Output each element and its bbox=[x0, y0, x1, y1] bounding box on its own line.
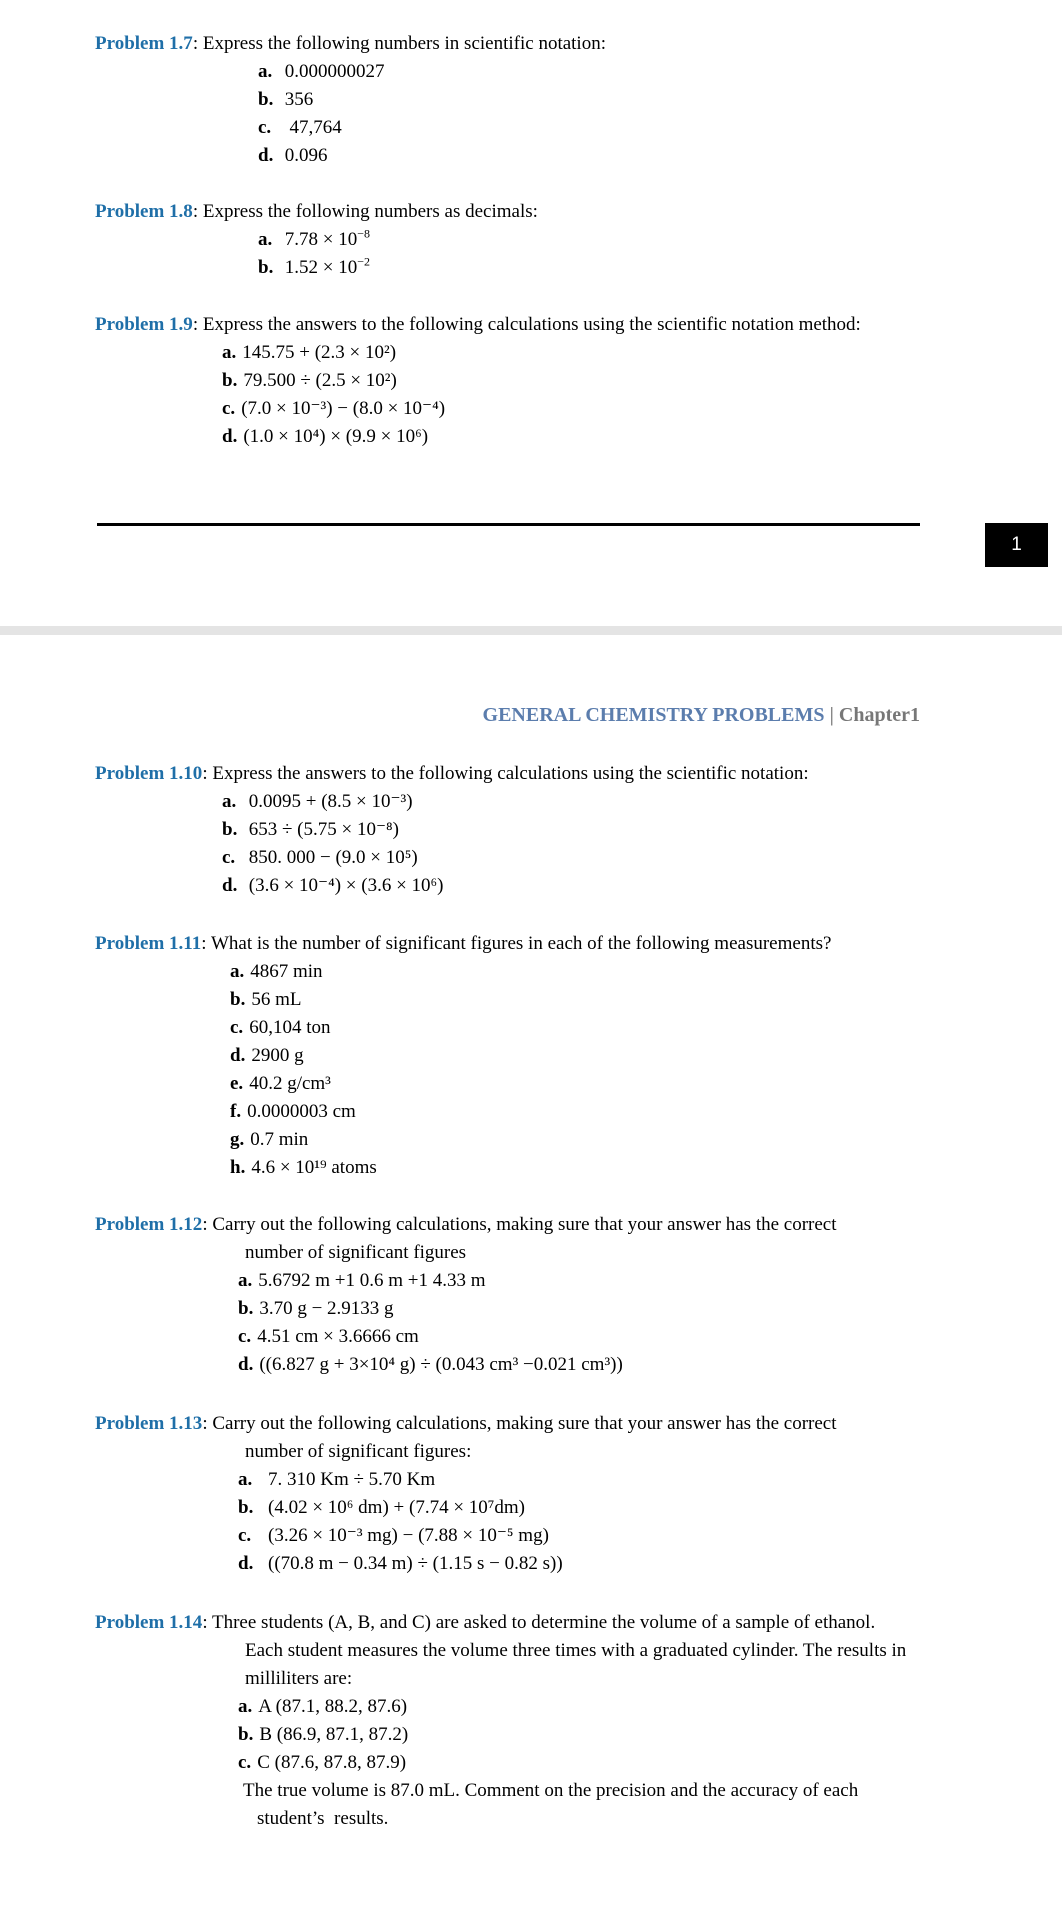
problem-text: : Express the answers to the following calculations using the scientific notation: bbox=[202, 763, 809, 784]
problem-text: : Express the following numbers in scientific notation: bbox=[192, 33, 606, 54]
problem-items bbox=[95, 958, 985, 1182]
list-item: d. ((70.8 m − 0.34 m) ÷ (1.15 s − 0.82 s)) bbox=[238, 1553, 563, 1574]
problem-1-11 bbox=[95, 930, 985, 1182]
list-item: c. (3.26 × 10⁻³ mg) − (7.88 × 10⁻⁵ mg) bbox=[238, 1525, 549, 1546]
list-item: b. 79.500 ÷ (2.5 × 10²) bbox=[222, 370, 397, 391]
problem-items bbox=[95, 1693, 985, 1777]
problem-number: Problem 1.9 bbox=[95, 314, 193, 335]
problem-closing: student’s results. bbox=[257, 1808, 389, 1829]
list-item: b. 3.70 g − 2.9133 g bbox=[238, 1298, 394, 1319]
problem-number: Problem 1.11 bbox=[95, 933, 202, 954]
problem-statement bbox=[95, 1609, 985, 1637]
problem-text: : Carry out the following calculations, making sure that your answer has the correct bbox=[202, 1413, 837, 1434]
problem-1-8 bbox=[95, 198, 985, 282]
problem-statement bbox=[95, 1211, 985, 1239]
list-item: a. 5.6792 m +1 0.6 m +1 4.33 m bbox=[238, 1270, 486, 1291]
list-item: a. A (87.1, 88.2, 87.6) bbox=[238, 1696, 408, 1717]
problem-items bbox=[95, 1267, 985, 1379]
list-item: b. 356 bbox=[258, 89, 314, 110]
list-item: d. 2900 g bbox=[230, 1045, 304, 1066]
list-item: h. 4.6 × 10¹⁹ atoms bbox=[230, 1157, 377, 1178]
problem-text: : Three students (A, B, and C) are asked to determine the volume of a sample of ethanol. bbox=[202, 1612, 876, 1633]
problem-1-14 bbox=[95, 1609, 985, 1833]
page-2 bbox=[0, 635, 1062, 1911]
list-item: d. ((6.827 g + 3×10⁴ g) ÷ (0.043 cm³ −0.021 cm³)) bbox=[238, 1354, 623, 1375]
problem-number: Problem 1.8 bbox=[95, 201, 193, 222]
list-item: d. (1.0 × 10⁴) × (9.9 × 10⁶) bbox=[222, 426, 429, 447]
problem-text-continued: number of significant figures bbox=[245, 1242, 467, 1263]
list-item: b. $1.52 \times 10^{-2}$ bbox=[258, 254, 370, 278]
problem-number: Problem 1.7 bbox=[95, 33, 193, 54]
problem-1-9 bbox=[95, 311, 985, 451]
problem-1-13 bbox=[95, 1410, 985, 1578]
problem-number: Problem 1.14 bbox=[95, 1612, 203, 1633]
problem-statement bbox=[95, 760, 985, 788]
problem-statement bbox=[95, 930, 985, 958]
problem-items bbox=[95, 58, 985, 170]
list-item: b. (4.02 × 10⁶ dm) + (7.74 × 10⁷dm) bbox=[238, 1497, 526, 1518]
list-item: c. (7.0 × 10⁻³) − (8.0 × 10⁻⁴) bbox=[222, 398, 446, 419]
list-item: b. 653 ÷ (5.75 × 10⁻⁸) bbox=[222, 819, 399, 840]
list-item: e. 40.2 g/cm³ bbox=[230, 1073, 331, 1094]
problem-1-7 bbox=[95, 30, 985, 170]
problem-statement bbox=[95, 30, 985, 58]
problem-text-continued: Each student measures the volume three times with a graduated cylinder. The results in bbox=[245, 1640, 907, 1661]
page-separator bbox=[0, 626, 1062, 635]
problem-text: : Carry out the following calculations, making sure that your answer has the correct bbox=[202, 1214, 837, 1235]
footer-rule bbox=[97, 523, 920, 526]
header-chapter: Chapter1 bbox=[838, 704, 920, 726]
problem-number: Problem 1.13 bbox=[95, 1413, 203, 1434]
list-item: c. 47,764 bbox=[258, 117, 342, 138]
list-item: c. 60,104 ton bbox=[230, 1017, 331, 1038]
problem-text: : Express the answers to the following calculations using the scientific notation method: bbox=[192, 314, 861, 335]
problem-number: Problem 1.12 bbox=[95, 1214, 203, 1235]
list-item: d. (3.6 × 10⁻⁴) × (3.6 × 10⁶) bbox=[222, 875, 444, 896]
list-item: c. 4.51 cm × 3.6666 cm bbox=[238, 1326, 419, 1347]
list-item: c. C (87.6, 87.8, 87.9) bbox=[238, 1752, 407, 1773]
list-item: c. 850. 000 − (9.0 × 10⁵) bbox=[222, 847, 418, 868]
list-item: f. 0.0000003 cm bbox=[230, 1101, 356, 1122]
problem-number: Problem 1.10 bbox=[95, 763, 203, 784]
running-header bbox=[483, 701, 920, 729]
problem-closing: The true volume is 87.0 mL. Comment on the precision and the accuracy of each bbox=[243, 1780, 859, 1801]
problem-text-continued: milliliters are: bbox=[245, 1668, 353, 1689]
problem-1-12 bbox=[95, 1211, 985, 1379]
problem-1-10 bbox=[95, 760, 985, 900]
list-item: g. 0.7 min bbox=[230, 1129, 309, 1150]
header-title: GENERAL CHEMISTRY PROBLEMS bbox=[482, 704, 825, 726]
list-item: a. 0.0095 + (8.5 × 10⁻³) bbox=[222, 791, 413, 812]
problem-items bbox=[95, 788, 985, 900]
list-item: a. 0.000000027 bbox=[258, 61, 385, 82]
header-separator: | bbox=[824, 704, 839, 726]
problem-text: : Express the following numbers as decimals: bbox=[192, 201, 538, 222]
problem-text-continued: number of significant figures: bbox=[245, 1441, 472, 1462]
list-item: b. B (86.9, 87.1, 87.2) bbox=[238, 1724, 409, 1745]
page-1 bbox=[0, 0, 1062, 626]
problem-statement bbox=[95, 1410, 985, 1438]
list-item: a. 7. 310 Km ÷ 5.70 Km bbox=[238, 1469, 436, 1490]
problem-statement bbox=[95, 311, 985, 339]
list-item: d. 0.096 bbox=[258, 145, 328, 166]
list-item: a. 4867 min bbox=[230, 961, 323, 982]
list-item: a. 145.75 + (2.3 × 10²) bbox=[222, 342, 397, 363]
problem-statement bbox=[95, 198, 985, 226]
page-number: 1 bbox=[985, 523, 1048, 567]
problem-items bbox=[95, 1466, 985, 1578]
problem-items bbox=[95, 226, 985, 282]
problem-text: : What is the number of significant figures in each of the following measurements? bbox=[201, 933, 832, 954]
list-item: b. 56 mL bbox=[230, 989, 302, 1010]
problem-items bbox=[95, 339, 985, 451]
list-item: a. $7.78 \times 10^{-8}$ bbox=[258, 226, 370, 250]
